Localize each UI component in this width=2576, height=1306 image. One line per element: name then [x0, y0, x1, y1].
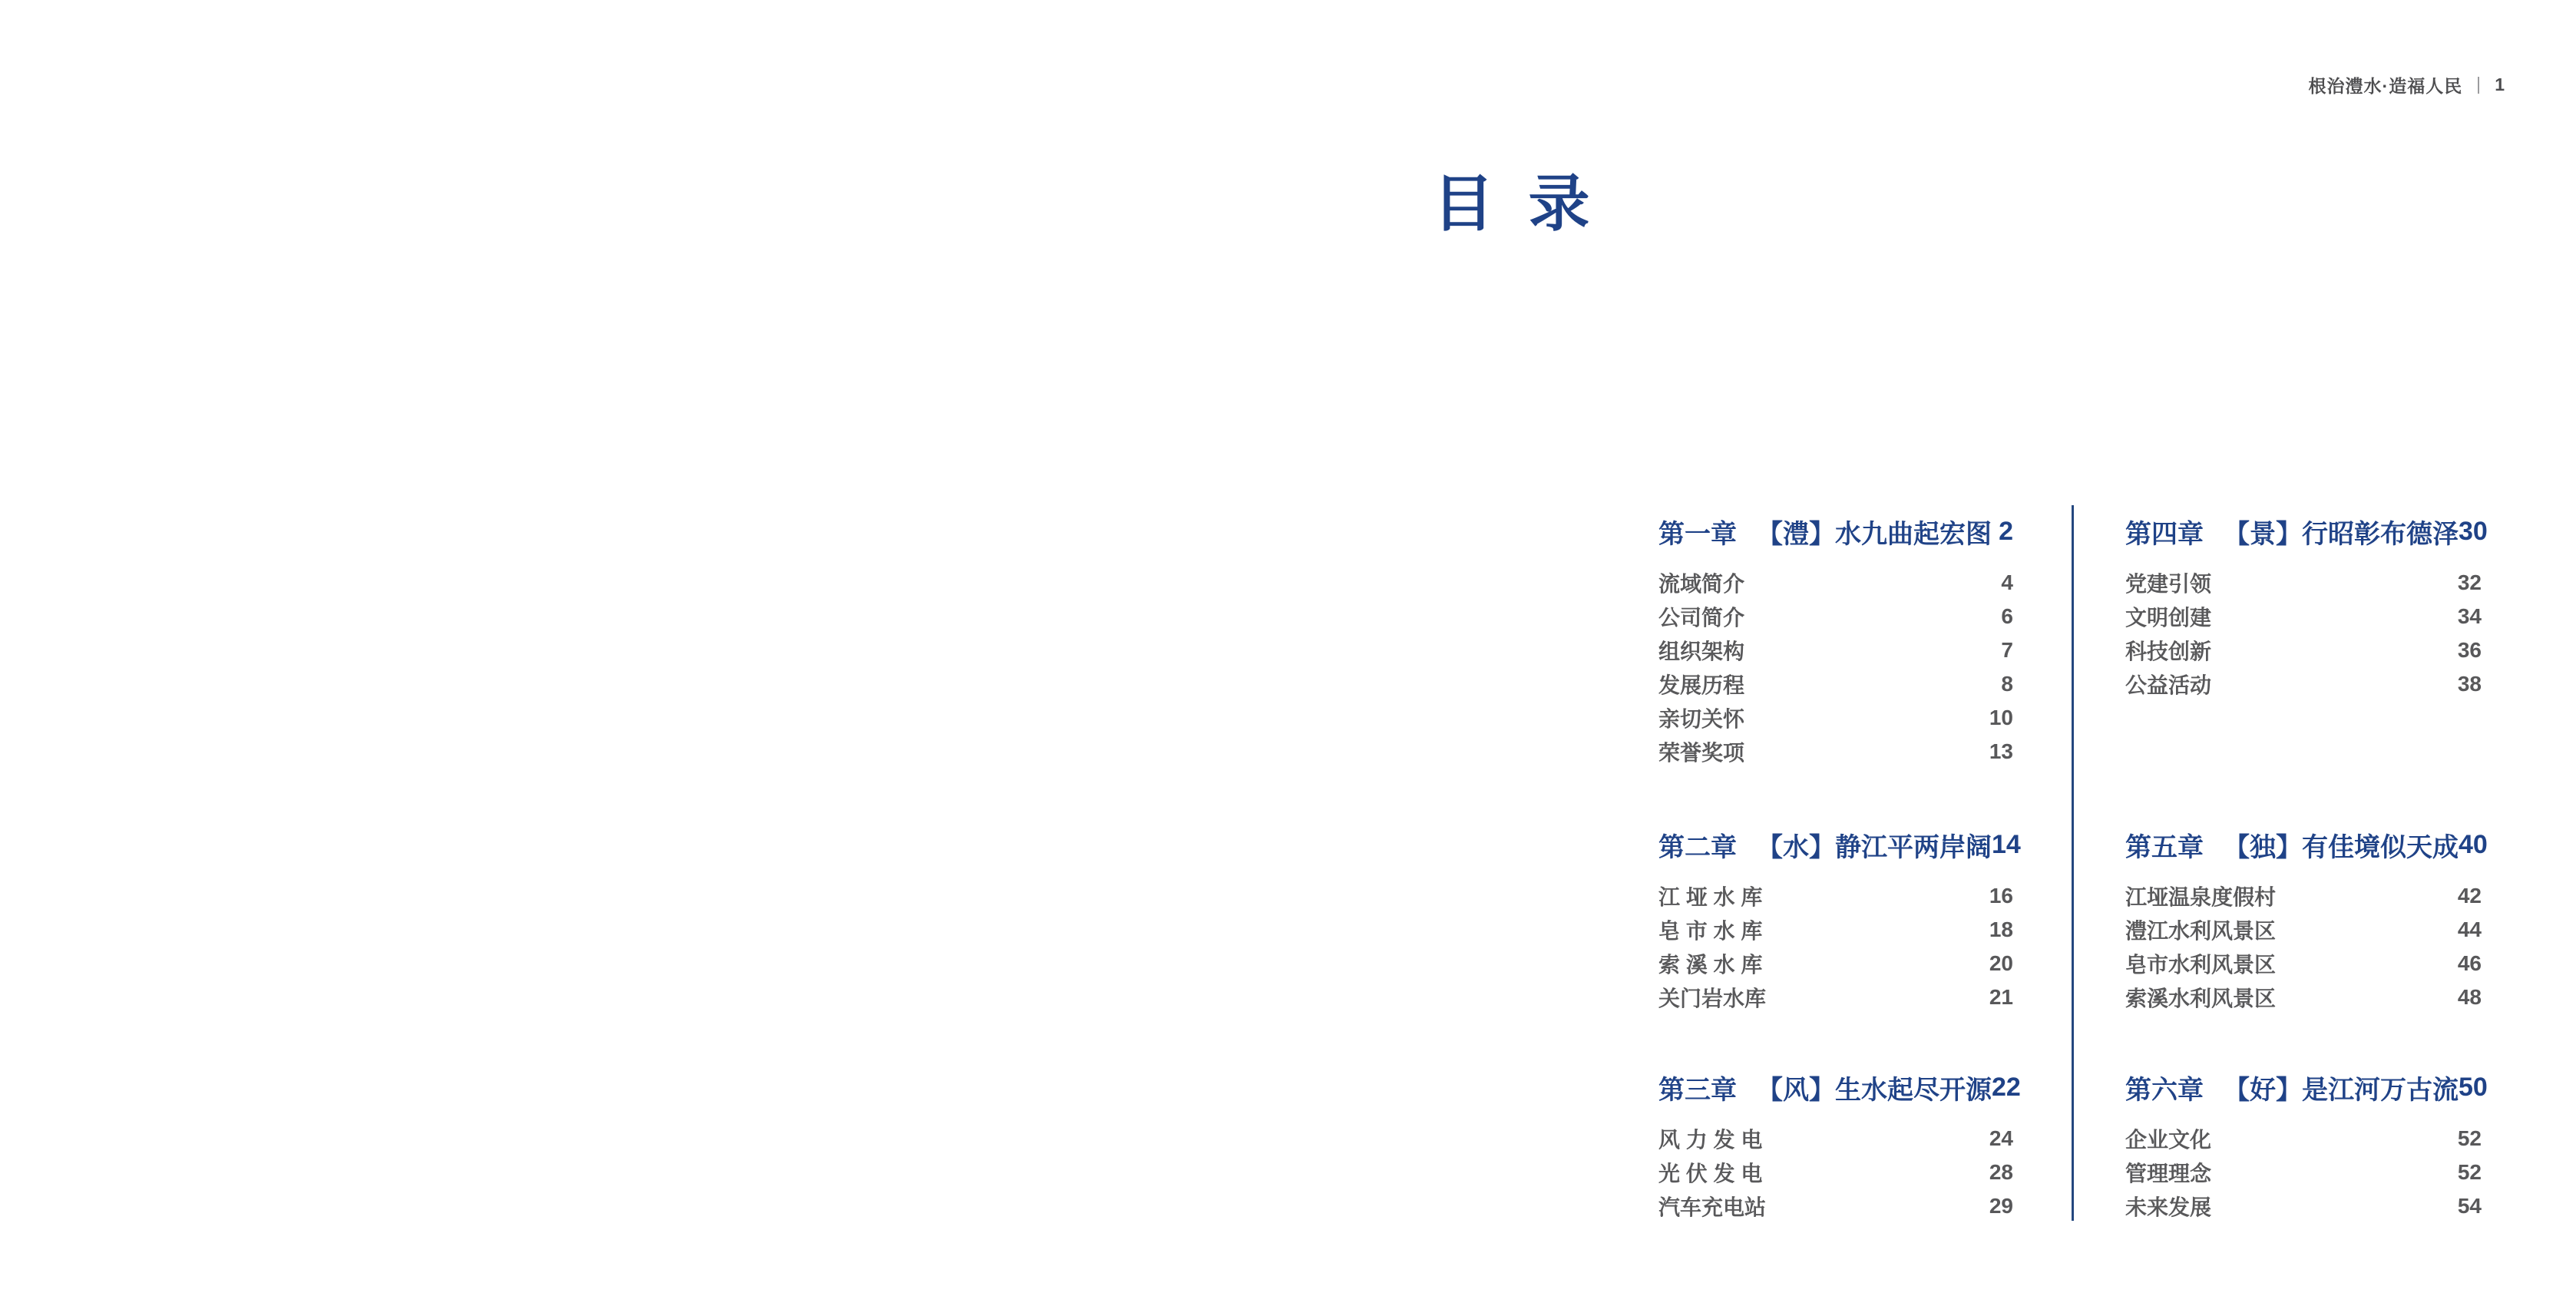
- toc-item-page-number: 4: [2001, 570, 2013, 594]
- chapter-title: 【好】是江河万古流: [2224, 1075, 2459, 1105]
- toc-item-list: [1658, 566, 2013, 769]
- toc-item-label: 江垭温泉度假村: [2125, 885, 2277, 909]
- toc-item-label: 亲切关怀: [1658, 707, 1745, 731]
- toc-item[interactable]: [1658, 1189, 2013, 1223]
- toc-item[interactable]: [2125, 1156, 2482, 1189]
- toc-item-page-number: 32: [2457, 570, 2482, 594]
- toc-item-label: 荣誉奖项: [1658, 741, 1745, 765]
- toc-item-label: 索 溪 水 库: [1658, 953, 1763, 977]
- toc-item[interactable]: [2125, 879, 2482, 913]
- chapter-label: 第四章: [2125, 519, 2204, 549]
- toc-item[interactable]: [2125, 1122, 2482, 1156]
- chapter-label: 第三章: [1658, 1075, 1737, 1105]
- toc-item-label: 文明创建: [2125, 606, 2212, 630]
- toc-item-page-number: 28: [1989, 1160, 2013, 1184]
- chapter-label: 第二章: [1658, 832, 1737, 862]
- toc-item-page-number: 24: [1989, 1126, 2013, 1150]
- toc-item[interactable]: [1658, 1122, 2013, 1156]
- toc-item-label: 科技创新: [2125, 640, 2212, 663]
- page-title: 目 录: [1433, 170, 1590, 238]
- chapter-page-number: 2: [1999, 516, 2013, 546]
- toc-item-page-number: 8: [2001, 672, 2013, 696]
- column-divider: [2072, 505, 2074, 1221]
- toc-item-page-number: 44: [2457, 918, 2482, 941]
- toc-item-page-number: 46: [2457, 951, 2482, 975]
- chapter-label: 第五章: [2125, 832, 2204, 862]
- toc-item[interactable]: [1658, 735, 2013, 769]
- chapter-title: 【水】静江平两岸阔: [1757, 832, 1992, 862]
- toc-item-page-number: 20: [1989, 951, 2013, 975]
- header-separator: [2478, 77, 2479, 94]
- chapter-heading[interactable]: [2125, 829, 2488, 862]
- toc-item-page-number: 18: [1989, 918, 2013, 941]
- toc-item-label: 未来发展: [2125, 1195, 2212, 1219]
- toc-item-label: 皂市水利风景区: [2125, 953, 2277, 977]
- toc-section-chapter-6: [2125, 1072, 2488, 1223]
- toc-item[interactable]: [2125, 1189, 2482, 1223]
- toc-item[interactable]: [2125, 980, 2482, 1014]
- chapter-title: 【澧】水九曲起宏图: [1757, 519, 1992, 549]
- chapter-page-number: 40: [2459, 829, 2488, 859]
- toc-item-page-number: 6: [2001, 604, 2013, 628]
- toc-item[interactable]: [1658, 947, 2013, 980]
- toc-item-label: 党建引领: [2125, 572, 2212, 596]
- chapter-title: 【景】行昭彰布德泽: [2224, 519, 2459, 549]
- toc-item-page-number: 38: [2457, 672, 2482, 696]
- toc-item-label: 皂 市 水 库: [1658, 919, 1763, 943]
- toc-item[interactable]: [1658, 913, 2013, 947]
- toc-item-page-number: 29: [1989, 1194, 2013, 1218]
- toc-section-chapter-4: [2125, 516, 2488, 701]
- toc-item[interactable]: [2125, 633, 2482, 667]
- running-header: [2309, 72, 2505, 98]
- toc-item-page-number: 42: [2457, 884, 2482, 908]
- toc-item[interactable]: [2125, 600, 2482, 633]
- toc-item[interactable]: [2125, 913, 2482, 947]
- toc-item-list: [2125, 879, 2482, 1014]
- toc-item-label: 流域简介: [1658, 572, 1745, 596]
- toc-item-label: 江 垭 水 库: [1658, 885, 1763, 909]
- toc-item-label: 光 伏 发 电: [1658, 1162, 1763, 1185]
- toc-section-chapter-5: [2125, 829, 2488, 1014]
- chapter-title: 【风】生水起尽开源: [1757, 1075, 1992, 1105]
- toc-item-label: 关门岩水库: [1658, 987, 1767, 1010]
- chapter-heading[interactable]: [2125, 1072, 2488, 1105]
- toc-item[interactable]: [2125, 566, 2482, 600]
- toc-item-label: 管理理念: [2125, 1162, 2212, 1185]
- toc-section-chapter-2: [1658, 829, 2021, 1014]
- chapter-page-number: 14: [1992, 829, 2021, 859]
- toc-item-page-number: 34: [2457, 604, 2482, 628]
- toc-item[interactable]: [1658, 600, 2013, 633]
- toc-item-label: 汽车充电站: [1658, 1195, 1767, 1219]
- toc-section-chapter-1: [1658, 516, 2013, 769]
- toc-item[interactable]: [1658, 879, 2013, 913]
- chapter-page-number: 22: [1992, 1072, 2021, 1102]
- toc-item-page-number: 52: [2457, 1126, 2482, 1150]
- toc-item-page-number: 36: [2457, 638, 2482, 662]
- chapter-heading[interactable]: [2125, 516, 2488, 549]
- toc-item-page-number: 21: [1989, 985, 2013, 1009]
- toc-item-page-number: 52: [2457, 1160, 2482, 1184]
- chapter-heading[interactable]: [1658, 516, 2013, 547]
- toc-section-chapter-3: [1658, 1072, 2021, 1223]
- chapter-heading[interactable]: [1658, 829, 2021, 862]
- toc-item[interactable]: [1658, 701, 2013, 735]
- toc-item-page-number: 54: [2457, 1194, 2482, 1218]
- toc-item[interactable]: [1658, 980, 2013, 1014]
- toc-item-list: [2125, 566, 2482, 701]
- toc-item[interactable]: [1658, 633, 2013, 667]
- toc-item[interactable]: [1658, 566, 2013, 600]
- chapter-heading[interactable]: [1658, 1072, 2021, 1105]
- toc-item-page-number: 13: [1989, 739, 2013, 763]
- chapter-label: 第六章: [2125, 1075, 2204, 1105]
- toc-item[interactable]: [2125, 667, 2482, 701]
- toc-item-label: 组织架构: [1658, 640, 1745, 663]
- chapter-title: 【独】有佳境似天成: [2224, 832, 2459, 862]
- toc-item-label: 公司简介: [1658, 606, 1745, 630]
- toc-item-list: [2125, 1122, 2482, 1223]
- toc-item[interactable]: [1658, 1156, 2013, 1189]
- toc-item-label: 索溪水利风景区: [2125, 987, 2277, 1010]
- toc-item-page-number: 16: [1989, 884, 2013, 908]
- chapter-label: 第一章: [1658, 519, 1737, 549]
- toc-item-page-number: 7: [2001, 638, 2013, 662]
- toc-item-list: [1658, 1122, 2013, 1223]
- toc-item[interactable]: [2125, 947, 2482, 980]
- toc-item-list: [1658, 879, 2013, 1014]
- header-page-number: 1: [2495, 74, 2505, 94]
- toc-item-page-number: 48: [2457, 985, 2482, 1009]
- header-slogan: 根治澧水·造福人民: [2308, 76, 2463, 96]
- toc-item[interactable]: [1658, 667, 2013, 701]
- chapter-page-number: 50: [2459, 1072, 2488, 1102]
- chapter-page-number: 30: [2459, 516, 2488, 546]
- toc-item-page-number: 10: [1989, 706, 2013, 729]
- toc-item-label: 风 力 发 电: [1658, 1128, 1763, 1152]
- toc-item-label: 企业文化: [2125, 1128, 2212, 1152]
- toc-item-label: 公益活动: [2125, 673, 2212, 697]
- toc-item-label: 发展历程: [1658, 673, 1745, 697]
- toc-item-label: 澧江水利风景区: [2125, 919, 2277, 943]
